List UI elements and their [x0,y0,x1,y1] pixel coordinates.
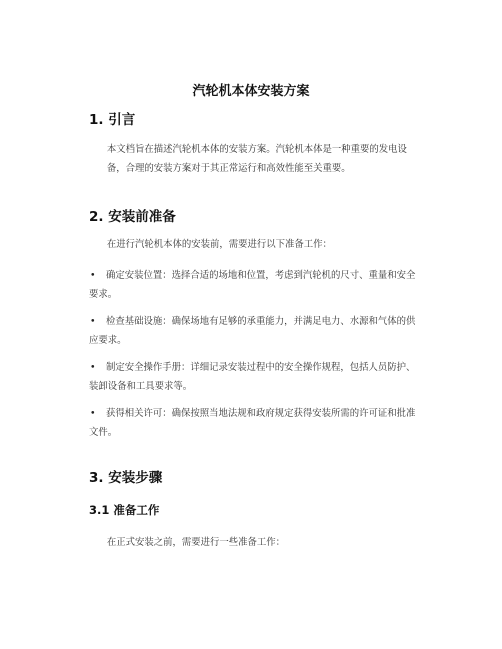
bullet-icon: • [90,408,96,419]
bullet-text: 获得相关许可：确保按照当地法规和政府规定获得安装所需的许可证和批准文件。 [89,408,416,438]
section-heading-introduction: 1. 引言 [89,112,136,128]
document-title: 汽轮机本体安装方案 [192,84,310,99]
bullet-text: 检查基础设施：确保场地有足够的承重能力，并满足电力、水源和气体的供应要求。 [89,316,416,346]
bullet-item [89,312,419,350]
bullet-icon: • [90,362,96,373]
bullet-text: 确定安装位置：选择合适的场地和位置，考虑到汽轮机的尺寸、重量和安全要求。 [89,270,416,300]
subsection-paragraph-preparation-work [89,533,419,552]
subsection-heading-preparation-work: 3.1 准备工作 [89,503,160,517]
bullet-item [89,358,419,396]
section-heading-installation-steps: 3. 安装步骤 [89,470,163,486]
section-heading-preparation: 2. 安装前准备 [89,209,176,225]
bullet-item [89,404,419,442]
section-paragraph-introduction [89,140,419,178]
bullet-item [89,266,419,304]
bullet-icon: • [90,270,96,281]
paragraph-text: 在进行汽轮机本体的安装前，需要进行以下准备工作： [106,239,332,250]
paragraph-text: 在正式安装之前，需要进行一些准备工作： [106,537,285,548]
bullet-icon: • [90,316,96,327]
bullet-text: 制定安全操作手册：详细记录安装过程中的安全操作规程，包括人员防护、装卸设备和工具要求等。 [89,362,416,392]
section-paragraph-preparation [89,235,419,254]
paragraph-text: 本文档旨在描述汽轮机本体的安装方案。汽轮机本体是一种重要的发电设备，合理的安装方案对于其正常运行和高效性能至关重要。 [106,144,407,174]
